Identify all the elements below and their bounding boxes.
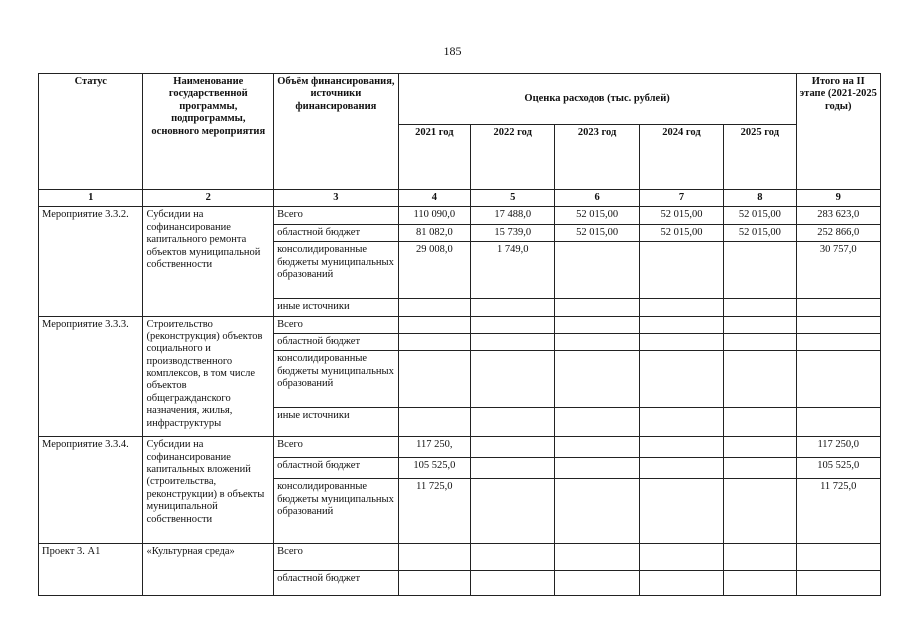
page-number: 185 <box>443 44 462 58</box>
column-number-row <box>39 190 881 207</box>
row-source: Всего <box>274 544 399 571</box>
row-year-value <box>398 544 470 571</box>
row-year-value <box>639 544 723 571</box>
row-year-value <box>398 316 470 333</box>
header-year-2022: 2022 год <box>471 125 555 190</box>
row-total-value <box>796 316 880 333</box>
row-year-value <box>639 316 723 333</box>
row-source: Всего <box>274 437 399 458</box>
row-year-value <box>724 437 796 458</box>
col-number-5: 5 <box>471 190 555 207</box>
row-year-value: 52 015,00 <box>724 224 796 241</box>
row-source: областной бюджет <box>274 458 399 479</box>
row-year-value <box>639 458 723 479</box>
table-row <box>39 437 881 458</box>
row-source: областной бюджет <box>274 571 399 596</box>
budget-table <box>38 73 881 596</box>
row-year-value <box>398 408 470 437</box>
row-year-value <box>555 333 639 350</box>
row-total-value: 252 866,0 <box>796 224 880 241</box>
row-year-value <box>555 351 639 408</box>
table-body <box>39 207 881 596</box>
header-year-2021: 2021 год <box>398 125 470 190</box>
row-source: консолидированные бюджеты муниципальных образований <box>274 351 399 408</box>
col-number-2: 2 <box>143 190 274 207</box>
row-year-value <box>471 437 555 458</box>
row-year-value <box>471 351 555 408</box>
row-year-value <box>724 299 796 316</box>
row-source: иные источники <box>274 299 399 316</box>
row-year-value <box>639 408 723 437</box>
row-year-value <box>398 333 470 350</box>
row-year-value <box>555 571 639 596</box>
row-status: Мероприятие 3.3.4. <box>39 437 143 544</box>
row-year-value: 110 090,0 <box>398 207 470 224</box>
row-year-value <box>639 479 723 544</box>
header-name: Наименование государственной программы, подпрограммы, основного мероприятия <box>143 74 274 190</box>
table-row <box>39 544 881 571</box>
col-number-1: 1 <box>39 190 143 207</box>
row-year-value: 52 015,00 <box>724 207 796 224</box>
row-total-value <box>796 351 880 408</box>
row-year-value <box>471 408 555 437</box>
row-year-value <box>724 458 796 479</box>
row-year-value <box>555 316 639 333</box>
row-year-value: 11 725,0 <box>398 479 470 544</box>
row-year-value <box>639 242 723 299</box>
row-year-value <box>471 299 555 316</box>
row-source: областной бюджет <box>274 224 399 241</box>
row-name: Субсидии на софинансирование капитального ремонта объектов муниципальной собственности <box>143 207 274 316</box>
row-year-value: 52 015,00 <box>639 207 723 224</box>
col-number-4: 4 <box>398 190 470 207</box>
row-year-value: 1 749,0 <box>471 242 555 299</box>
row-year-value <box>639 299 723 316</box>
row-year-value: 81 082,0 <box>398 224 470 241</box>
row-year-value <box>639 333 723 350</box>
row-source: консолидированные бюджеты муниципальных образований <box>274 479 399 544</box>
row-year-value <box>555 299 639 316</box>
row-total-value <box>796 333 880 350</box>
row-year-value <box>555 437 639 458</box>
row-year-value: 52 015,00 <box>639 224 723 241</box>
row-year-value: 17 488,0 <box>471 207 555 224</box>
row-total-value: 117 250,0 <box>796 437 880 458</box>
col-number-9: 9 <box>796 190 880 207</box>
row-year-value <box>724 351 796 408</box>
row-source: Всего <box>274 207 399 224</box>
header-year-2024: 2024 год <box>639 125 723 190</box>
row-total-value <box>796 408 880 437</box>
row-total-value: 11 725,0 <box>796 479 880 544</box>
row-source: иные источники <box>274 408 399 437</box>
row-year-value <box>398 571 470 596</box>
row-total-value <box>796 544 880 571</box>
row-year-value: 117 250, <box>398 437 470 458</box>
col-number-8: 8 <box>724 190 796 207</box>
row-year-value <box>724 408 796 437</box>
row-source: Всего <box>274 316 399 333</box>
col-number-6: 6 <box>555 190 639 207</box>
row-year-value <box>724 316 796 333</box>
header-year-2023: 2023 год <box>555 125 639 190</box>
header-total: Итого на II этапе (2021-2025 годы) <box>796 74 880 190</box>
row-total-value <box>796 299 880 316</box>
row-total-value <box>796 571 880 596</box>
row-year-value <box>471 571 555 596</box>
row-year-value <box>555 479 639 544</box>
row-year-value <box>471 333 555 350</box>
row-year-value <box>471 316 555 333</box>
row-name: Субсидии на софинансирование капитальных вложений (строительства, реконструкции) в объекты муниципальной собственности <box>143 437 274 544</box>
row-year-value: 105 525,0 <box>398 458 470 479</box>
row-year-value <box>555 408 639 437</box>
header-status: Статус <box>39 74 143 190</box>
row-total-value: 105 525,0 <box>796 458 880 479</box>
row-year-value <box>639 437 723 458</box>
row-year-value <box>639 351 723 408</box>
row-year-value <box>724 544 796 571</box>
row-status: Мероприятие 3.3.2. <box>39 207 143 316</box>
col-number-3: 3 <box>274 190 399 207</box>
row-year-value <box>398 299 470 316</box>
row-year-value <box>398 351 470 408</box>
col-number-7: 7 <box>639 190 723 207</box>
table-row <box>39 316 881 333</box>
row-total-value: 30 757,0 <box>796 242 880 299</box>
header-volume: Объём финансирования, источники финансирования <box>274 74 399 190</box>
row-name: «Культурная среда» <box>143 544 274 596</box>
row-name: Строительство (реконструкция) объектов социального и производственного комплексов, в том числе объектов общегражданского назначения, жилья, инфраструктуры <box>143 316 274 437</box>
row-total-value: 283 623,0 <box>796 207 880 224</box>
row-source: консолидированные бюджеты муниципальных образований <box>274 242 399 299</box>
header-estimate: Оценка расходов (тыс. рублей) <box>398 74 796 125</box>
table-row <box>39 207 881 224</box>
row-year-value: 15 739,0 <box>471 224 555 241</box>
row-year-value <box>639 571 723 596</box>
row-year-value <box>555 544 639 571</box>
row-year-value <box>724 479 796 544</box>
header-year-2025: 2025 год <box>724 125 796 190</box>
row-year-value: 52 015,00 <box>555 224 639 241</box>
row-status: Мероприятие 3.3.3. <box>39 316 143 437</box>
row-year-value <box>471 458 555 479</box>
row-year-value <box>555 242 639 299</box>
row-year-value: 29 008,0 <box>398 242 470 299</box>
row-year-value <box>724 333 796 350</box>
row-year-value <box>471 544 555 571</box>
row-status: Проект 3. А1 <box>39 544 143 596</box>
row-year-value <box>724 571 796 596</box>
row-year-value: 52 015,00 <box>555 207 639 224</box>
row-year-value <box>724 242 796 299</box>
row-year-value <box>471 479 555 544</box>
row-source: областной бюджет <box>274 333 399 350</box>
row-year-value <box>555 458 639 479</box>
